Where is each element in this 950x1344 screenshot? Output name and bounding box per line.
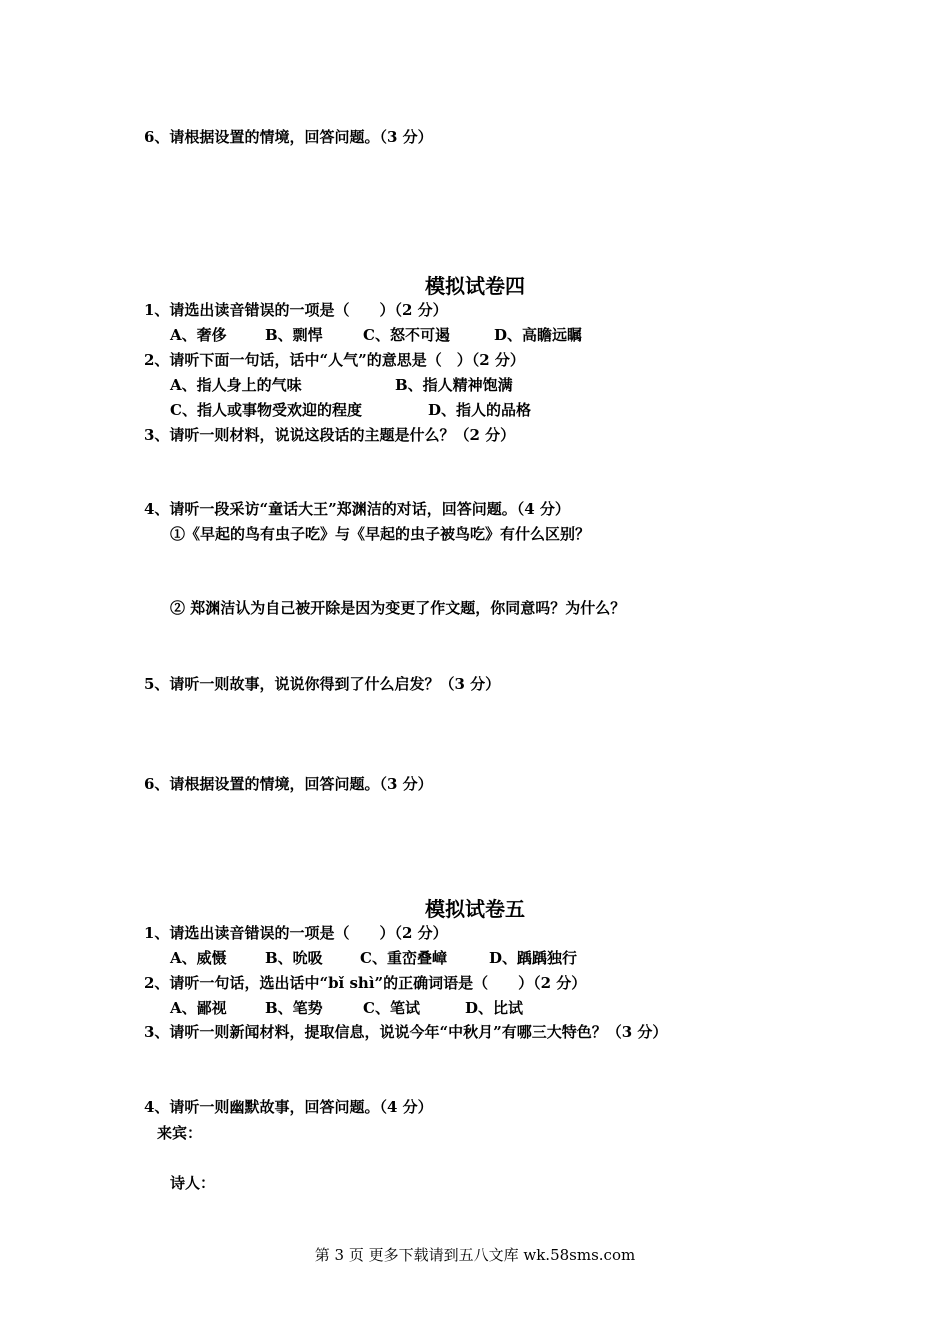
paper5-question-3: 3、请听一则新闻材料，提取信息，说说今年“中秋月”有哪三大特色？（3 分）: [144, 1023, 668, 1041]
paper5-q1-option-d: D、踽踽独行: [489, 949, 578, 967]
paper4-q1-option-b: B、剽悍: [265, 326, 323, 344]
paper4-q4-sub-2: ② 郑渊洁认为自己被开除是因为变更了作文题，你同意吗？为什么？: [170, 599, 626, 617]
paper4-question-1: 1、请选出读音错误的一项是（ ）（2 分）: [144, 301, 448, 319]
paper4-q1-option-d: D、高瞻远瞩: [494, 326, 583, 344]
paper4-q2-option-a: A、指人身上的气味: [170, 376, 302, 394]
paper5-q1-option-c: C、重峦叠嶂: [360, 949, 447, 967]
paper5-q4-sub-1: 来宾：: [157, 1124, 203, 1142]
page-footer: 第 3 页 更多下载请到五八文库 wk.58sms.com: [314, 1246, 636, 1264]
top-question-6: 6、请根据设置的情境，回答问题。（3 分）: [144, 128, 433, 146]
paper4-question-4: 4、请听一段采访“童话大王”郑渊洁的对话，回答问题。（4 分）: [144, 500, 570, 518]
paper4-question-2: 2、请听下面一句话，话中“人气”的意思是（ ）（2 分）: [144, 351, 525, 369]
paper5-question-2: 2、请听一句话，选出话中“bǐ shì”的正确词语是（ ）（2 分）: [144, 974, 587, 992]
paper4-title: 模拟试卷四: [425, 274, 525, 298]
paper5-q2-option-d: D、比试: [465, 999, 524, 1017]
paper5-question-1: 1、请选出读音错误的一项是（ ）（2 分）: [144, 924, 448, 942]
paper5-q2-option-c: C、笔试: [363, 999, 420, 1017]
paper5-question-4: 4、请听一则幽默故事，回答问题。（4 分）: [144, 1098, 433, 1116]
paper5-q2-option-b: B、笔势: [265, 999, 323, 1017]
paper4-q4-sub-1: ①《早起的鸟有虫子吃》与《早起的虫子被鸟吃》有什么区别？: [170, 525, 591, 543]
paper4-question-6: 6、请根据设置的情境，回答问题。（3 分）: [144, 775, 433, 793]
paper5-title: 模拟试卷五: [425, 897, 525, 921]
paper5-q1-option-a: A、威慑: [170, 949, 227, 967]
paper4-q2-option-b: B、指人精神饱满: [395, 376, 513, 394]
paper4-question-5: 5、请听一则故事，说说你得到了什么启发？（3 分）: [144, 675, 501, 693]
paper4-q2-option-d: D、指人的品格: [428, 401, 532, 419]
paper5-q1-option-b: B、吮吸: [265, 949, 323, 967]
paper5-q2-option-a: A、鄙视: [170, 999, 227, 1017]
paper4-q1-option-a: A、奢侈: [170, 326, 227, 344]
paper4-q1-option-c: C、怒不可遏: [363, 326, 450, 344]
paper4-question-3: 3、请听一则材料，说说这段话的主题是什么？（2 分）: [144, 426, 516, 444]
paper4-q2-option-c: C、指人或事物受欢迎的程度: [170, 401, 362, 419]
paper5-q4-sub-2: 诗人：: [170, 1174, 216, 1192]
